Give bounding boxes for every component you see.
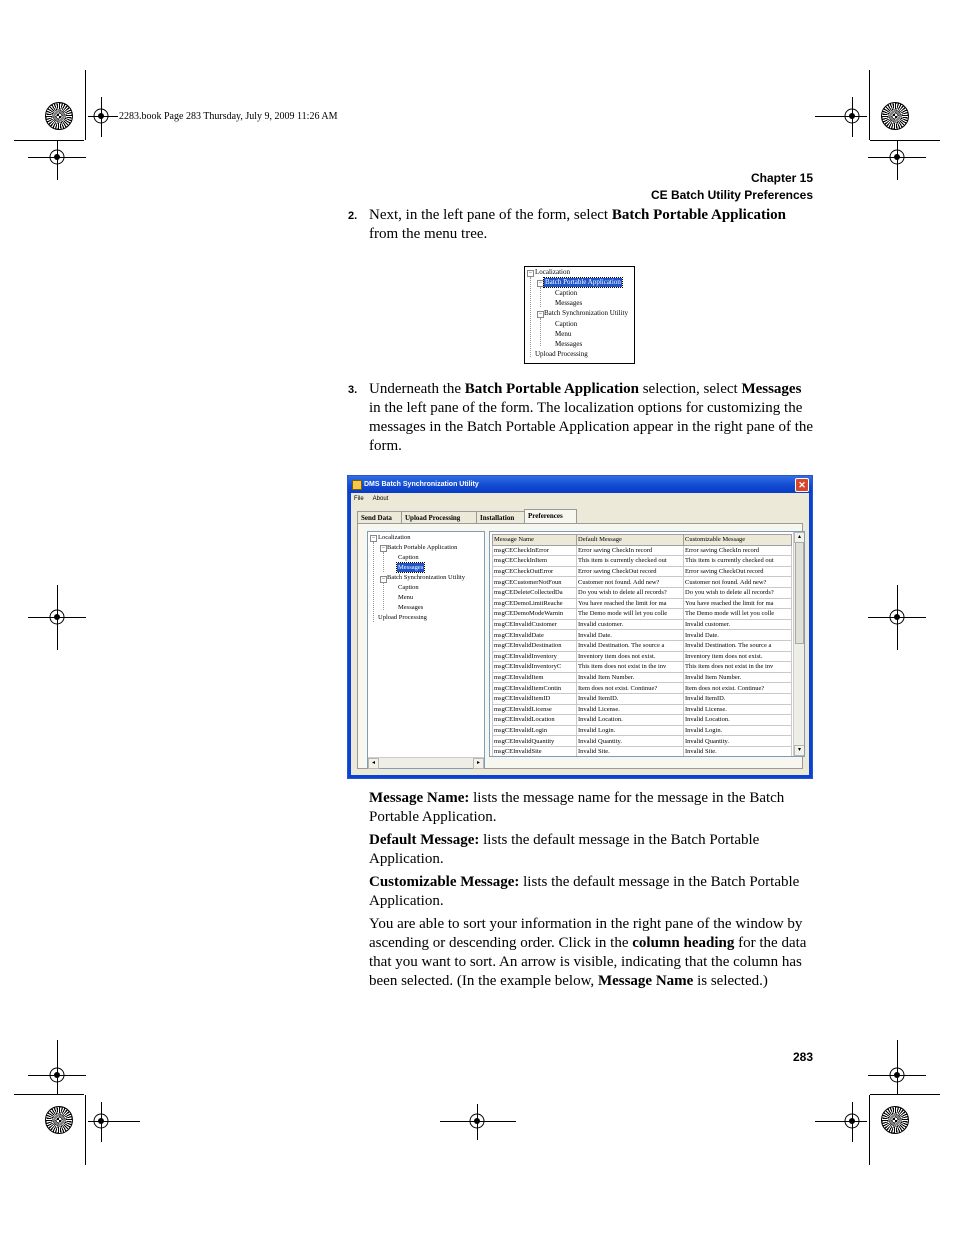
menu-about[interactable]: About: [372, 496, 389, 502]
tree-node[interactable]: Caption: [398, 584, 419, 591]
horizontal-scrollbar[interactable]: [368, 757, 484, 768]
definition-term: Customizable Message:: [369, 874, 520, 890]
vertical-scrollbar[interactable]: [793, 532, 804, 756]
default-message-cell[interactable]: Invalid Location.: [577, 715, 684, 726]
default-message-cell[interactable]: Invalid Destination. The source a: [577, 640, 684, 651]
message-name-cell[interactable]: msgCECustomerNotFoun: [493, 577, 577, 588]
definition-term: Message Name:: [369, 790, 470, 806]
definition-text: lists the default message in the Batch Portable Application.: [369, 832, 760, 867]
menu-file[interactable]: File: [354, 496, 364, 502]
customizable-message-cell[interactable]: Invalid Destination. The source a: [684, 640, 792, 651]
book-slug: 2283.book Page 283 Thursday, July 9, 2009 11:26 AM: [119, 111, 338, 122]
tree-node[interactable]: Localization: [535, 268, 570, 276]
window-titlebar[interactable]: [348, 476, 812, 493]
step-3: [348, 380, 814, 456]
step-number: 3.: [348, 384, 358, 396]
scroll-left-icon[interactable]: ◂: [368, 758, 379, 769]
localization-tree[interactable]: − Localization − Batch Portable Application Caption Messages − Batch Synchronization Utility Caption Menu Messages Upload Processing ◂ ▸: [367, 531, 485, 769]
message-name-cell[interactable]: msgCEDeleteCollectedDa: [493, 587, 577, 598]
customizable-message-cell[interactable]: Invalid Login.: [684, 725, 792, 736]
tree-node[interactable]: Caption: [555, 320, 578, 328]
customizable-message-cell[interactable]: Invalid customer.: [684, 619, 792, 630]
para-text: for the data that you want to sort. An arrow is visible, indicating that the column has been selected. (In the example below,: [369, 935, 807, 989]
window-title: DMS Batch Synchronization Utility: [364, 481, 479, 488]
customizable-message-cell[interactable]: Customer not found. Add new?: [684, 577, 792, 588]
tab-send-data[interactable]: Send Data: [357, 511, 402, 524]
customizable-message-cell[interactable]: Invalid Site.: [684, 746, 792, 757]
tree-node[interactable]: Messages: [398, 604, 424, 611]
tree-node[interactable]: Batch Synchronization Utility: [544, 309, 628, 317]
dial-mark-icon: [45, 1106, 73, 1134]
default-message-cell[interactable]: Invalid customer.: [577, 619, 684, 630]
tree-node[interactable]: Localization: [378, 534, 411, 541]
customizable-message-cell[interactable]: Inventory item does not exist.: [684, 651, 792, 662]
para-text: is selected.): [693, 973, 768, 989]
customizable-message-cell[interactable]: Error saving CheckOut record: [684, 566, 792, 577]
customizable-message-cell[interactable]: You have reached the limit for ma: [684, 598, 792, 609]
message-name-cell[interactable]: msgCEDemoLimitReache: [493, 598, 577, 609]
table-row[interactable]: [493, 725, 792, 736]
tab-preferences[interactable]: Preferences: [524, 509, 577, 524]
table-row[interactable]: [493, 598, 792, 609]
tree-node-selected[interactable]: Batch Portable Application: [545, 278, 621, 286]
message-name-cell[interactable]: msgCEDemoModeWarnin: [493, 609, 577, 620]
default-message-cell[interactable]: The Demo mode will let you colle: [577, 609, 684, 620]
para-bold: column heading: [632, 935, 735, 951]
step-text: Next, in the left pane of the form, select: [369, 207, 612, 223]
message-name-cell[interactable]: msgCEInvalidSite: [493, 746, 577, 757]
customizable-message-cell[interactable]: Invalid Location.: [684, 715, 792, 726]
customizable-message-cell[interactable]: Item does not exist. Continue?: [684, 683, 792, 694]
default-message-cell[interactable]: This item does not exist in the inv: [577, 662, 684, 673]
default-message-cell[interactable]: Invalid Site.: [577, 746, 684, 757]
message-name-cell[interactable]: msgCEInvalidItem: [493, 672, 577, 683]
sorting-paragraph: [369, 915, 814, 991]
step-text: in the left pane of the form. The localization options for customizing the messages in the Batch Portable Application appear in the right pane of the form.: [369, 400, 814, 454]
table-row[interactable]: [493, 587, 792, 598]
preferences-panel: [357, 523, 803, 769]
default-message-cell[interactable]: Invalid ItemID.: [577, 693, 684, 704]
app-window: [347, 475, 813, 779]
page-number: 283: [792, 1050, 813, 1064]
app-icon: [352, 480, 362, 490]
step-bold: Batch Portable Application: [464, 381, 639, 397]
customizable-message-cell[interactable]: Invalid License.: [684, 704, 792, 715]
tree-node[interactable]: Caption: [555, 289, 578, 297]
para-bold: Message Name: [597, 973, 694, 989]
table-row[interactable]: [493, 619, 792, 630]
customizable-message-cell[interactable]: Invalid Quantity.: [684, 736, 792, 747]
column-header-customizable-message[interactable]: Customizable Message: [684, 535, 792, 546]
table-row[interactable]: [493, 577, 792, 588]
table-row[interactable]: [493, 693, 792, 704]
message-name-cell[interactable]: msgCEInvalidLogin: [493, 725, 577, 736]
default-message-cell[interactable]: Error saving CheckOut record: [577, 566, 684, 577]
dial-mark-icon: [881, 102, 909, 130]
definition-customizable-message: [369, 873, 814, 911]
column-header-message-name[interactable]: Message Name: [493, 535, 577, 546]
scroll-up-icon[interactable]: ▴: [794, 532, 805, 543]
tab-installation[interactable]: Installation: [476, 511, 525, 524]
table-row[interactable]: [493, 662, 792, 673]
step-text: from the menu tree.: [369, 226, 488, 242]
tree-node[interactable]: Caption: [398, 554, 419, 561]
table-row[interactable]: [493, 746, 792, 757]
default-message-cell[interactable]: Do you wish to delete all records?: [577, 587, 684, 598]
default-message-cell[interactable]: Invalid Quantity.: [577, 736, 684, 747]
column-header-default-message[interactable]: Default Message: [577, 535, 684, 546]
step-bold: Batch Portable Application: [611, 207, 786, 223]
customizable-message-cell[interactable]: The Demo mode will let you colle: [684, 609, 792, 620]
tree-node[interactable]: Upload Processing: [535, 350, 588, 358]
menu-tree-figure: − Localization − Batch Portable Application Caption Messages − Batch Synchronization Utility Caption Menu Messages Upload Processing: [524, 266, 635, 364]
step-number: 2.: [348, 210, 358, 222]
messages-grid: [489, 531, 805, 757]
tree-node[interactable]: Messages: [555, 340, 583, 348]
tab-upload-processing[interactable]: Upload Processing: [401, 511, 477, 524]
default-message-cell[interactable]: This item is currently checked out: [577, 556, 684, 567]
table-row[interactable]: [493, 609, 792, 620]
table-row[interactable]: [493, 683, 792, 694]
definition-text: lists the message name for the message in the Batch Portable Application.: [369, 790, 785, 825]
message-name-cell[interactable]: msgCEInvalidDate: [493, 630, 577, 641]
message-name-cell[interactable]: msgCECheckInItem: [493, 556, 577, 567]
table-row[interactable]: [493, 672, 792, 683]
step-text: Underneath the: [369, 381, 465, 397]
table-row[interactable]: [493, 736, 792, 747]
default-message-cell[interactable]: Item does not exist. Continue?: [577, 683, 684, 694]
default-message-cell[interactable]: Invalid Login.: [577, 725, 684, 736]
customizable-message-cell[interactable]: Invalid Date.: [684, 630, 792, 641]
customizable-message-cell[interactable]: This item is currently checked out: [684, 556, 792, 567]
dial-mark-icon: [881, 1106, 909, 1134]
table-row[interactable]: [493, 704, 792, 715]
message-name-cell[interactable]: msgCEInvalidLicense: [493, 704, 577, 715]
table-row[interactable]: [493, 651, 792, 662]
default-message-cell[interactable]: Invalid Date.: [577, 630, 684, 641]
window-client: [351, 493, 809, 775]
customizable-message-cell[interactable]: This item does not exist in the inv: [684, 662, 792, 673]
tree-node[interactable]: Upload Processing: [378, 614, 427, 621]
tree-node[interactable]: Menu: [398, 594, 414, 601]
table-row[interactable]: [493, 715, 792, 726]
definition-default-message: [369, 831, 814, 869]
message-name-cell[interactable]: msgCEInvalidCustomer: [493, 619, 577, 630]
message-name-cell[interactable]: msgCEInvalidItemID: [493, 693, 577, 704]
scroll-thumb[interactable]: [795, 542, 804, 644]
default-message-cell[interactable]: Invalid Item Number.: [577, 672, 684, 683]
message-name-cell[interactable]: msgCEInvalidInventory: [493, 651, 577, 662]
definition-term: Default Message:: [369, 832, 480, 848]
step-bold: Messages: [741, 381, 802, 397]
default-message-cell[interactable]: Inventory item does not exist.: [577, 651, 684, 662]
default-message-cell[interactable]: Customer not found. Add new?: [577, 577, 684, 588]
scroll-right-icon[interactable]: ▸: [473, 758, 484, 769]
dial-mark-icon: [45, 102, 73, 130]
tree-node[interactable]: Menu: [555, 330, 572, 338]
tree-node-selected[interactable]: Messages: [398, 564, 424, 571]
tree-node[interactable]: Messages: [555, 299, 583, 307]
definition-message-name: [369, 789, 814, 827]
message-name-cell[interactable]: msgCECheckInError: [493, 545, 577, 556]
running-head: [651, 170, 813, 204]
customizable-message-cell[interactable]: Invalid ItemID.: [684, 693, 792, 704]
customizable-message-cell[interactable]: Do you wish to delete all records?: [684, 587, 792, 598]
message-name-cell[interactable]: msgCECheckOutError: [493, 566, 577, 577]
menu-bar: [351, 493, 809, 505]
definition-text: lists the default message in the Batch Portable Application.: [369, 874, 800, 909]
table-row[interactable]: [493, 566, 792, 577]
close-button[interactable]: ✕: [795, 478, 809, 492]
message-name-cell[interactable]: msgCEInvalidInventoryC: [493, 662, 577, 673]
customizable-message-cell[interactable]: Error saving CheckIn record: [684, 545, 792, 556]
message-name-cell[interactable]: msgCEInvalidLocation: [493, 715, 577, 726]
default-message-cell[interactable]: Invalid License.: [577, 704, 684, 715]
step-2: [348, 206, 814, 244]
table-row[interactable]: [493, 545, 792, 556]
message-name-cell[interactable]: msgCEInvalidDestination: [493, 640, 577, 651]
chapter-title: CE Batch Utility Preferences: [650, 188, 813, 202]
table-row[interactable]: [493, 640, 792, 651]
tree-node[interactable]: Batch Portable Application: [387, 544, 458, 551]
message-name-cell[interactable]: msgCEInvalidQuantity: [493, 736, 577, 747]
message-name-cell[interactable]: msgCEInvalidItemContin: [493, 683, 577, 694]
tree-node[interactable]: Batch Synchronization Utility: [387, 574, 465, 581]
chapter-label: Chapter 15: [750, 171, 813, 185]
para-text: You are able to sort your information in the right pane of the window by ascending or descending order. Click in the: [369, 916, 803, 951]
step-text: selection, select: [638, 381, 742, 397]
customizable-message-cell[interactable]: Invalid Item Number.: [684, 672, 792, 683]
table-row[interactable]: [493, 556, 792, 567]
table-row[interactable]: [493, 630, 792, 641]
default-message-cell[interactable]: Error saving CheckIn record: [577, 545, 684, 556]
scroll-down-icon[interactable]: ▾: [794, 745, 805, 756]
default-message-cell[interactable]: You have reached the limit for ma: [577, 598, 684, 609]
